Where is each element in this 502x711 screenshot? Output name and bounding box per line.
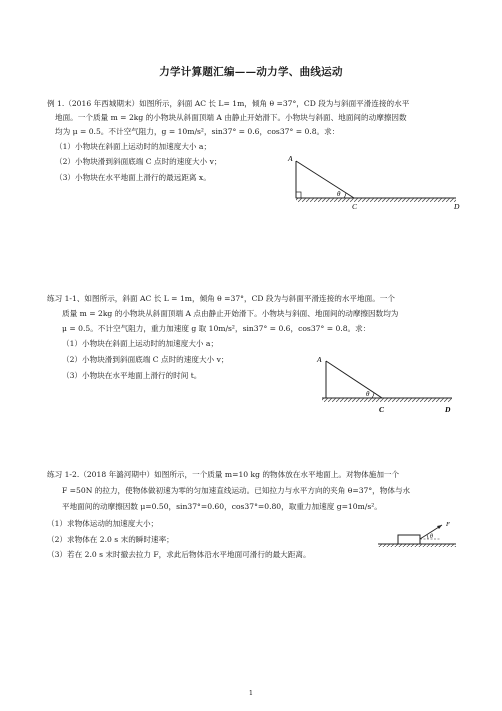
label-d: D bbox=[445, 405, 451, 414]
right-angle-mark bbox=[296, 192, 301, 198]
question-line: （1）求物体运动的加速度大小； bbox=[47, 519, 159, 528]
pulling-block-figure bbox=[376, 514, 460, 548]
incline-figure-2 bbox=[312, 350, 462, 415]
question-line: （2）求物体在 2.0 s 末的瞬时速率； bbox=[47, 535, 174, 544]
label-c: C bbox=[379, 405, 385, 414]
problem-line: 练习 1-2.（2018 年潞河期中）如图所示，一个质量 m=10 kg 的物体放在水平地面上。对物体施加一个 bbox=[47, 470, 400, 479]
question-line: （2）小物块滑到斜面底端 C 点时的速度大小 v； bbox=[62, 355, 229, 364]
label-a: A bbox=[317, 355, 322, 364]
incline-line bbox=[326, 361, 382, 398]
angle-arc bbox=[344, 193, 346, 198]
label-c: C bbox=[352, 202, 358, 211]
problem-line: 地面。一个质量 m = 2kg 的小物块从斜面顶端 A 由静止开始滑下。小物块与斜面、地面间的动摩擦因数 bbox=[55, 113, 407, 122]
page-title: 力学计算题汇编——动力学、曲线运动 bbox=[159, 66, 343, 78]
ground-hatch bbox=[322, 398, 452, 402]
problem-line: 练习 1-1、如图所示，斜面 AC 长 L = 1m，倾角 θ =37°，CD 段为与斜面平滑连接的水平地面。一个 bbox=[47, 294, 395, 303]
label-a: A bbox=[288, 154, 293, 163]
label-theta: θ bbox=[366, 390, 370, 398]
page-number: 1 bbox=[248, 689, 254, 697]
question-line: （3）小物块在水平地面上滑行的时间 t。 bbox=[62, 371, 202, 380]
problem-line: 例 1.（2016 年西城期末）如图所示，斜面 AC 长 L= 1m，倾角 θ =37°，CD 段为与斜面平滑连接的水平 bbox=[47, 99, 410, 108]
problem-line: 平地面间的动摩擦因数 μ=0.50，sin37°=0.60，cos37°=0.80，取重力加速度 g=10m/s²。 bbox=[62, 502, 382, 511]
label-theta: θ bbox=[337, 190, 341, 198]
angle-arc bbox=[372, 393, 374, 398]
question-line: （1）小物块在斜面上运动时的加速度大小 a； bbox=[62, 339, 219, 348]
block bbox=[398, 535, 420, 544]
incline-line bbox=[296, 161, 354, 198]
question-line: （3）小物块在水平地面上滑行的最远距离 x。 bbox=[55, 173, 211, 182]
label-theta: θ bbox=[430, 534, 433, 540]
problem-line: 质量 m = 2kg 的小物块从斜面顶端 A 点由静止开始滑下。小物块与斜面、地面间的动摩擦因数均为 bbox=[62, 309, 399, 318]
label-f: F bbox=[446, 521, 450, 528]
question-line: （2）小物块滑到斜面底端 C 点时的速度大小 v； bbox=[55, 157, 222, 166]
label-d: D bbox=[454, 202, 460, 211]
angle-arc bbox=[427, 535, 428, 539]
problem-line: F =50N 的拉力，使物体做初速为零的匀加速直线运动。已知拉力与水平方向的夹角 θ=37°，物体与水 bbox=[62, 486, 411, 495]
incline-figure-1 bbox=[286, 150, 466, 212]
arrow-head bbox=[437, 525, 442, 529]
problem-line: μ = 0.5。不计空气阻力，重力加速度 g 取 10m/s²，sin37° = 0.6，cos37° = 0.8。求： bbox=[62, 324, 371, 333]
question-line: （3）若在 2.0 s 末时撤去拉力 F，求此后物体沿水平地面可滑行的最大距离。 bbox=[47, 550, 311, 559]
problem-line: 均为 μ = 0.5。不计空气阻力，g = 10m/s²，sin37° = 0.6，cos37° = 0.8。求： bbox=[55, 127, 340, 136]
question-line: （1）小物块在斜面上运动时的加速度大小 a； bbox=[55, 142, 212, 151]
ground-hatch bbox=[296, 198, 456, 202]
